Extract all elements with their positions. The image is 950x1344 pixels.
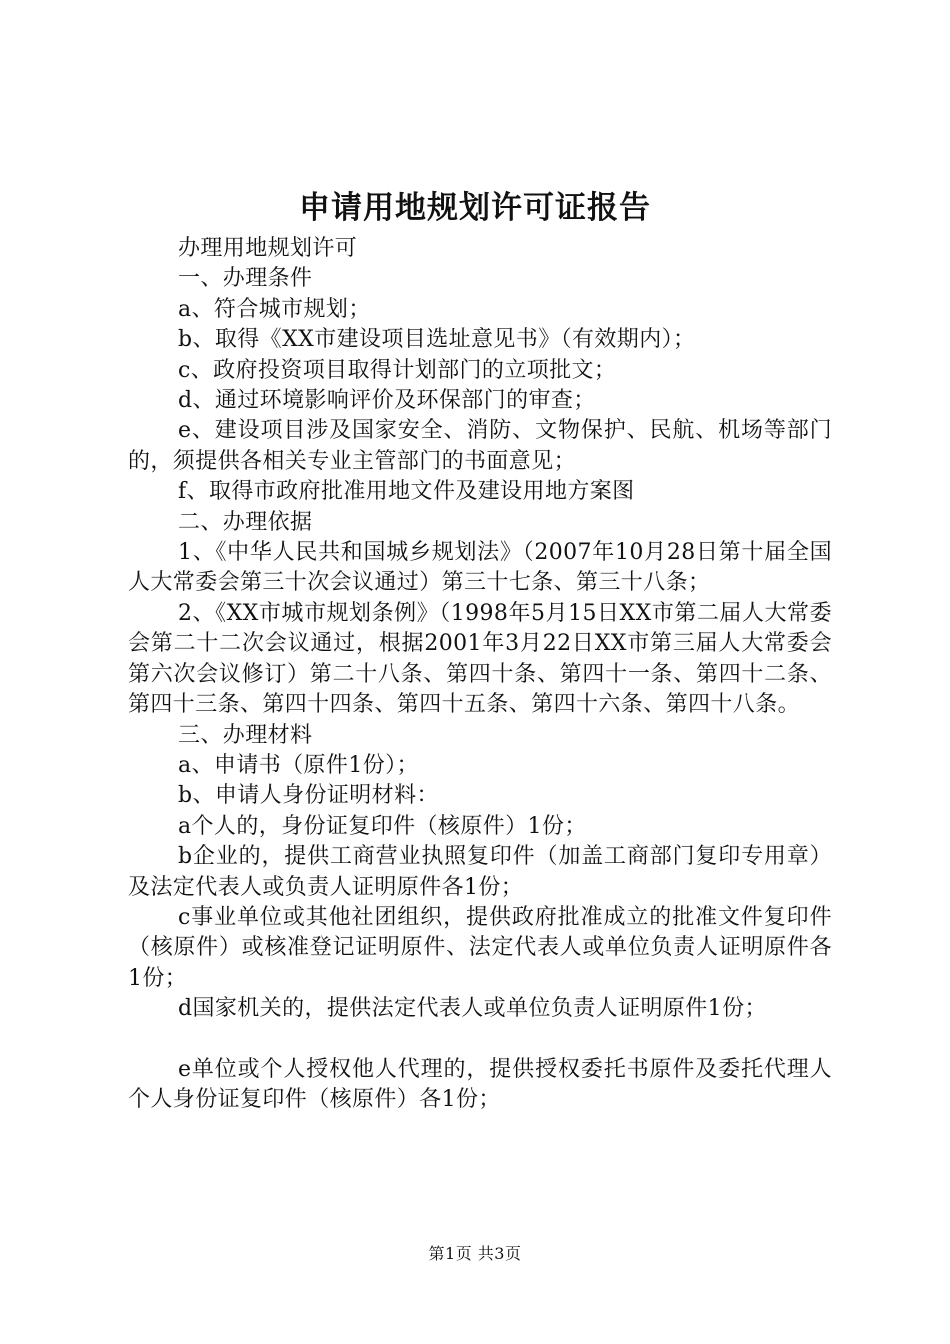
list-item: e单位或个人授权他人代理的，提供授权委托书原件及委托代理人个人身份证复印件（核原件）各1份； bbox=[128, 1056, 832, 1112]
list-item: 1、《中华人民共和国城乡规划法》（2007年10月28日第十届全国人大常委会第三十次会议通过）第三十七条、第三十八条； bbox=[128, 540, 832, 596]
list-item: c事业单位或其他社团组织，提供政府批准成立的批准文件复印件（核原件）或核准登记证明原件、法定代表人或单位负责人证明原件各1份； bbox=[128, 904, 832, 991]
section-heading-basis: 二、办理依据 bbox=[178, 509, 313, 535]
list-item: b、取得《XX市建设项目选址意见书》（有效期内）； bbox=[178, 327, 696, 353]
section-heading-conditions: 一、办理条件 bbox=[178, 266, 313, 292]
list-item: b、申请人身份证明材料： bbox=[178, 783, 439, 809]
list-item: c、政府投资项目取得计划部门的立项批文； bbox=[178, 357, 617, 383]
list-item: d、通过环境影响评价及环保部门的审查； bbox=[178, 388, 596, 414]
document-title: 申请用地规划许可证报告 bbox=[299, 190, 651, 226]
paragraph-heading: 办理用地规划许可 bbox=[178, 236, 358, 261]
page-number-footer: 第1页 共3页 bbox=[428, 1244, 522, 1263]
paragraph-spacer bbox=[128, 1025, 832, 1055]
list-item: e、建设项目涉及国家安全、消防、文物保护、民航、机场等部门的，须提供各相关专业主管部门的书面意见； bbox=[128, 418, 832, 474]
list-item: b企业的，提供工商营业执照复印件（加盖工商部门复印专用章）及法定代表人或负责人证明原件各1份； bbox=[128, 844, 832, 900]
list-item: a、申请书（原件1份）； bbox=[178, 752, 419, 778]
list-item: f、取得市政府批准用地文件及建设用地方案图 bbox=[178, 479, 635, 505]
section-heading-materials: 三、办理材料 bbox=[178, 722, 313, 748]
list-item: d国家机关的，提供法定代表人或单位负责人证明原件1份； bbox=[178, 996, 767, 1022]
list-item: a、符合城市规划； bbox=[178, 296, 371, 322]
document-body bbox=[128, 234, 832, 1115]
list-item: 2、《XX市城市规划条例》（1998年5月15日XX市第二届人大常委会第二十二次会议通过，根据2001年3月22日XX市第三届人大常委会第六次会议修订）第二十八条、第四十条、第四十一条、第四十二条、第四十三条、第四十四条、第四十五条、第四十六条、第四十八条。 bbox=[128, 600, 832, 718]
list-item: a个人的，身份证复印件（核原件）1份； bbox=[178, 813, 587, 839]
